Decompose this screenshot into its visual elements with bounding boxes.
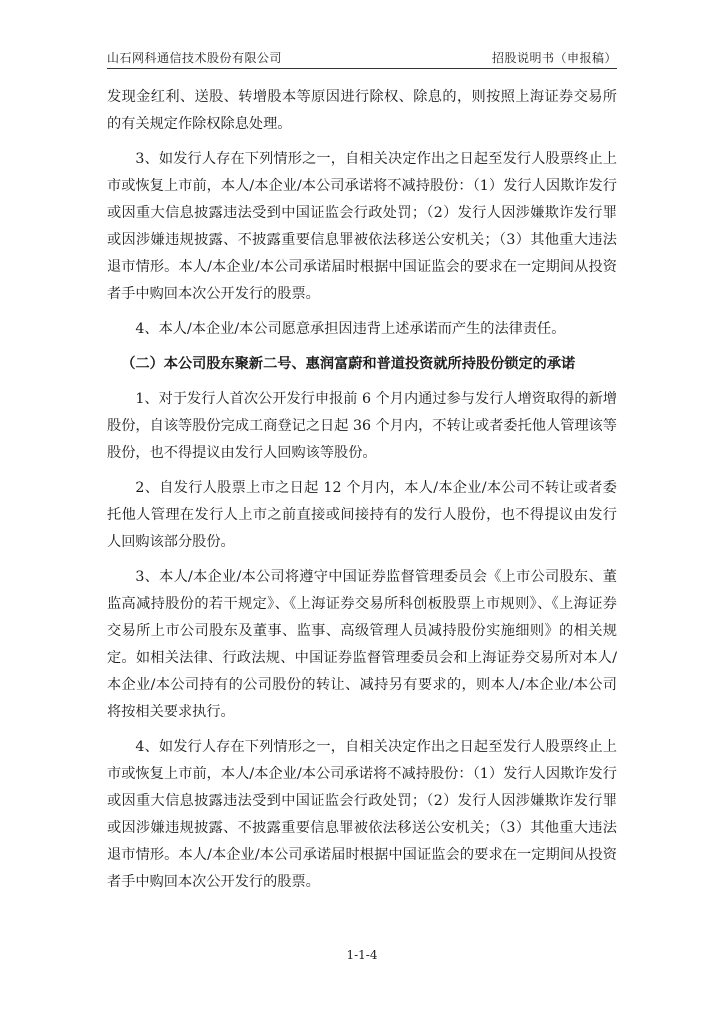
document-body	[107, 84, 617, 904]
header-company-name: 山石网科通信技术股份有限公司	[107, 51, 283, 65]
paragraph-item-1: 1、对于发行人首次公开发行申报前 6 个月内通过参与发行人增资取得的新增股份，自该等股份完成工商登记之日起 36 个月内，不转让或者委托他人管理该等股份，也不得提议由发行人回购该等股份。	[107, 391, 617, 461]
paragraph-item-3: 3、如发行人存在下列情形之一，自相关决定作出之日起至发行人股票终止上市或恢复上市前，本人/本企业/本公司承诺将不减持股份：（1）发行人因欺诈发行或因重大信息披露违法受到中国证监会行政处罚；（2）发行人因涉嫌欺诈发行罪或因涉嫌违规披露、不披露重要信息罪被依法移送公安机关；（3）其他重大违法退市情形。本人/本企业/本公司承诺届时根据中国证监会的要求在一定期间从投资者手中购回本次公开发行的股票。	[107, 151, 617, 302]
paragraph-item-4: 4、本人/本企业/本公司愿意承担因违背上述承诺而产生的法律责任。	[135, 321, 566, 337]
paragraph-continuation: 发现金红利、送股、转增股本等原因进行除权、除息的，则按照上海证券交易所的有关规定作除权除息处理。	[107, 89, 617, 132]
paragraph-item-3b: 3、本人/本企业/本公司将遵守中国证券监督管理委员会《上市公司股东、董监高减持股份的若干规定》、《上海证券交易所科创板股票上市规则》、《上海证券交易所上市公司股东及董事、监事、高级管理人员减持股份实施细则》的相关规定。如相关法律、行政法规、中国证券监督管理委员会和上海证券交易所对本人/本企业/本公司持有的公司股份的转让、减持另有要求的，则本人/本企业/本公司将按相关要求执行。	[107, 569, 617, 720]
page-number: 1-1-4	[346, 948, 378, 962]
header-document-title: 招股说明书（申报稿）	[491, 51, 617, 65]
paragraph-item-2: 2、自发行人股票上市之日起 12 个月内，本人/本企业/本公司不转让或者委托他人管理在发行人上市之前直接或间接持有的发行人股份，也不得提议由发行人回购该部分股份。	[107, 480, 617, 550]
page-header	[107, 40, 617, 66]
section-heading: （二）本公司股东聚新二号、惠润富蔚和普道投资就所持股份锁定的承诺	[121, 356, 576, 372]
paragraph-item-4b: 4、如发行人存在下列情形之一，自相关决定作出之日起至发行人股票终止上市或恢复上市前，本人/本企业/本公司承诺将不减持股份：（1）发行人因欺诈发行或因重大信息披露违法受到中国证监会行政处罚；（2）发行人因涉嫌欺诈发行罪或因涉嫌违规披露、不披露重要信息罪被依法移送公安机关；（3）其他重大违法退市情形。本人/本企业/本公司承诺届时根据中国证监会的要求在一定期间从投资者手中购回本次公开发行的股票。	[107, 739, 617, 890]
header-divider	[107, 68, 617, 69]
